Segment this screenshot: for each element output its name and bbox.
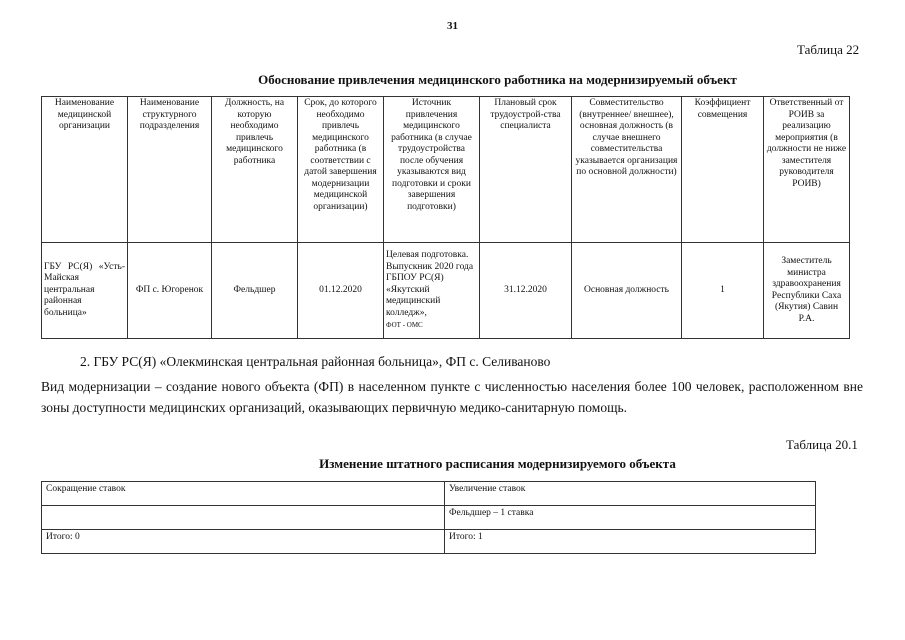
cell-reduction-value: [42, 506, 445, 530]
table-row: [42, 243, 850, 339]
header-cell-source: Источник привлечения медицинского работника (в случае трудоустройства после обучения указываются вид подготовки и сроки завершения подготовки): [384, 97, 480, 243]
header-cell-employment-date: Плановый срок трудоустрой-ства специалиста: [480, 97, 572, 243]
cell-increase-value: Фельдшер – 1 ставка: [445, 506, 816, 530]
header-cell-responsible: Ответственный от РОИВ за реализацию мероприятия (в должности не ниже заместителя руководителя РОИВ): [764, 97, 850, 243]
cell-source-note: ФОТ - ОМС: [386, 321, 423, 330]
cell-increase-total: Итого: 1: [445, 530, 816, 554]
table-row: [42, 482, 816, 506]
table-row: [42, 530, 816, 554]
header-cell-organization: Наименование медицинской организации: [42, 97, 128, 243]
header-cell-deadline: Срок, до которого необходимо привлечь медицинского работника (в соответствии с датой завершения модернизации медицинской организации): [298, 97, 384, 243]
table-20-1: [41, 481, 816, 554]
table-22-header-row: [42, 97, 850, 243]
cell-deadline: 01.12.2020: [298, 243, 384, 339]
cell-employment-date: 31.12.2020: [480, 243, 572, 339]
cell-source-text: Целевая подготовка. Выпускник 2020 года ГБПОУ РС(Я) «Якутский медицинский колледж»,: [386, 250, 474, 318]
table-20-1-label: Таблица 20.1: [786, 437, 858, 452]
header-cell-coefficient: Коэффициент совмещения: [682, 97, 764, 243]
section-2-heading: 2. ГБУ РС(Я) «Олекминская центральная районная больница», ФП с. Селиваново: [80, 354, 551, 369]
table-row: [42, 506, 816, 530]
cell-department: ФП с. Югоренок: [128, 243, 212, 339]
cell-combination: Основная должность: [572, 243, 682, 339]
table-20-1-title: Изменение штатного расписания модернизируемого объекта: [319, 456, 676, 471]
cell-position: Фельдшер: [212, 243, 298, 339]
cell-source: [384, 243, 480, 339]
cell-increase-header: Увеличение ставок: [445, 482, 816, 506]
table-22-title: Обоснование привлечения медицинского работника на модернизируемый объект: [258, 72, 737, 87]
cell-reduction-header: Сокращение ставок: [42, 482, 445, 506]
page-number: 31: [447, 20, 458, 32]
cell-responsible: Заместитель министра здравоохранения Республики Саха (Якутия) Савин Р.А.: [764, 243, 850, 339]
table-22: [41, 96, 850, 339]
header-cell-department: Наименование структурного подразделения: [128, 97, 212, 243]
table-22-label: Таблица 22: [797, 42, 860, 57]
cell-organization: ГБУ РС(Я) «Усть-Майская центральная районная больница»: [42, 243, 128, 339]
cell-coefficient: 1: [682, 243, 764, 339]
header-cell-combination: Совместительство (внутреннее/ внешнее), основная должность (в случае внешнего совместительства указывается организация по основной должности): [572, 97, 682, 243]
header-cell-position: Должность, на которую необходимо привлечь медицинского работника: [212, 97, 298, 243]
section-2-text: Вид модернизации – создание нового объекта (ФП) в населенном пункте с численностью населения более 100 человек, расположенном вне зоны доступности медицинских организаций, оказывающих первичную медико-санитарную помощь.: [41, 379, 863, 415]
cell-reduction-total: Итого: 0: [42, 530, 445, 554]
